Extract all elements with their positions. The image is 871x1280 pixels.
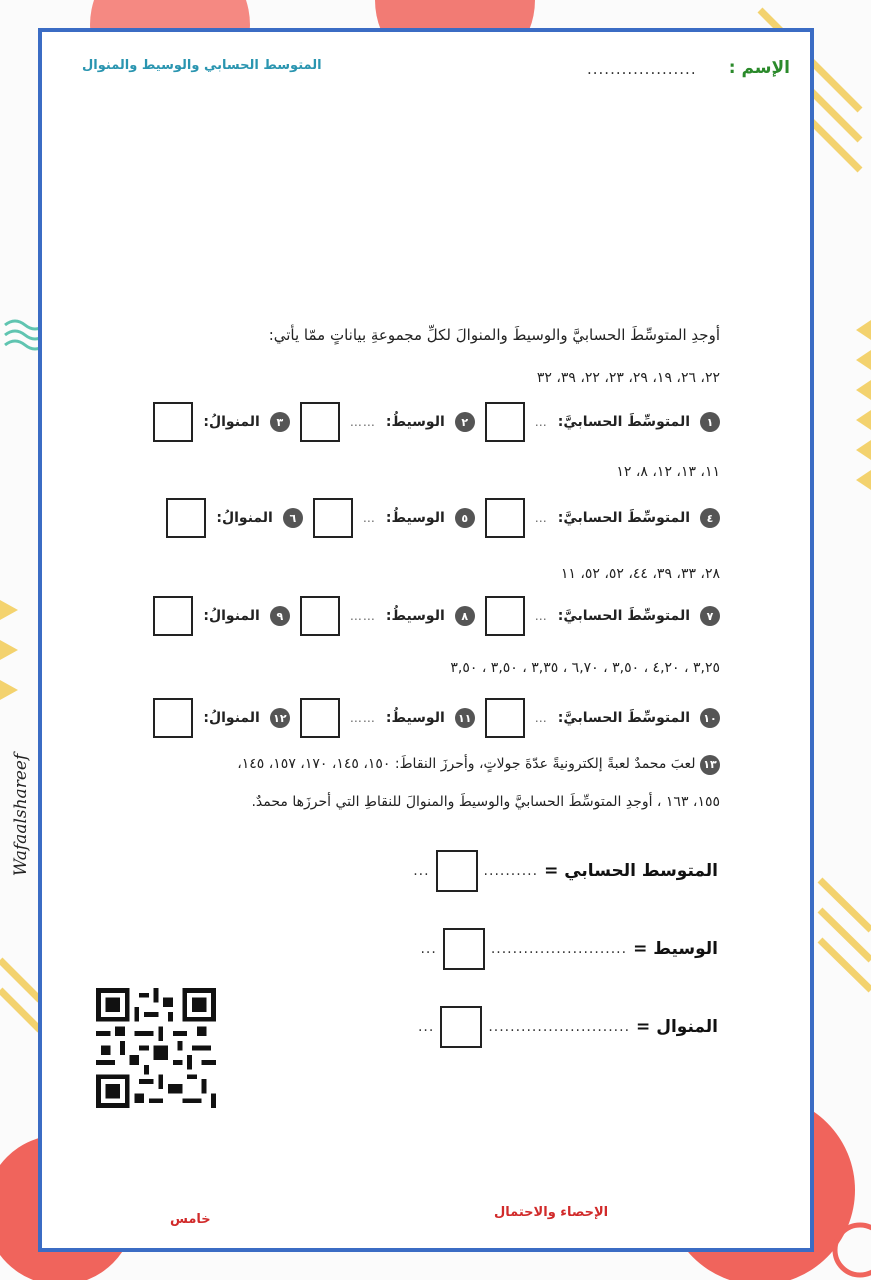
question-number: ٩ xyxy=(270,606,290,626)
answer-box[interactable] xyxy=(153,596,193,636)
answer-dots: …… xyxy=(349,711,376,725)
word-problem xyxy=(237,754,720,775)
answer-dots: … xyxy=(534,415,548,429)
worksheet-frame xyxy=(38,28,814,1252)
median-answer-row xyxy=(420,928,718,970)
answer-dots: … xyxy=(534,511,548,525)
question-number: ١ xyxy=(700,412,720,432)
answer-dots: ... xyxy=(420,941,437,957)
mean-label: المتوسِّطَ الحسابيَّ: xyxy=(557,414,690,430)
mean-label: المتوسِّطَ الحسابيَّ: xyxy=(557,510,690,526)
mean-label: المتوسِّطَ الحسابيَّ: xyxy=(557,710,690,726)
question-number: ١٣ xyxy=(700,755,720,775)
answer-dots: .......... xyxy=(483,863,539,879)
answer-dots: ... xyxy=(417,1019,435,1035)
question-number: ١١ xyxy=(455,708,475,728)
answer-box[interactable] xyxy=(485,498,525,538)
median-label: الوسيطُ: xyxy=(385,710,445,726)
dataset-2: ١١، ١٣، ١٢، ٨، ١٢ xyxy=(616,464,720,480)
mode-label: المنوالُ: xyxy=(203,710,260,726)
question-number: ١٢ xyxy=(270,708,290,728)
mode-label: المنوالُ: xyxy=(216,510,273,526)
answer-box[interactable] xyxy=(485,402,525,442)
answer-dots: … xyxy=(534,711,548,725)
median-label: الوسيطُ: xyxy=(385,608,445,624)
median-answer-label: الوسيط = xyxy=(633,939,718,959)
instruction-text: أوجدِ المتوسِّطَ الحسابيَّ والوسيطَ والمنوالَ لكلِّ مجموعةِ بياناتٍ ممّا يأتي: xyxy=(268,326,720,344)
footer-grade: خامس xyxy=(170,1212,211,1227)
answer-box[interactable] xyxy=(153,698,193,738)
worksheet-title: المتوسط الحسابي والوسيط والمنوال xyxy=(82,58,322,73)
qr-code-icon xyxy=(96,988,216,1108)
mode-label: المنوالُ: xyxy=(203,608,260,624)
question-number: ٨ xyxy=(455,606,475,626)
answer-box[interactable] xyxy=(485,596,525,636)
question-number: ٥ xyxy=(455,508,475,528)
word-problem-line-2: ١٥٥، ١٦٣ ، أوجدِ المتوسِّطَ الحسابيَّ والوسيطَ والمنوالَ للنقاطِ التي أحرزَها محمدٌ. xyxy=(251,794,720,810)
mode-answer-row xyxy=(418,1006,718,1048)
question-row-3 xyxy=(153,594,720,638)
question-number: ٦ xyxy=(283,508,303,528)
question-number: ٧ xyxy=(700,606,720,626)
answer-box[interactable] xyxy=(436,850,478,892)
answer-box[interactable] xyxy=(313,498,353,538)
question-row-1 xyxy=(153,400,720,444)
question-number: ٢ xyxy=(455,412,475,432)
dataset-4: ٣,٢٥ ، ٤,٢٠ ، ٣,٥٠ ، ٦,٧٠ ، ٣,٣٥ ، ٣,٥٠ ، ٣,٥٠ xyxy=(450,660,720,676)
answer-dots: … xyxy=(534,609,548,623)
author-signature: Wafaalshareef xyxy=(11,753,32,877)
qr-code[interactable] xyxy=(88,980,224,1116)
answer-box[interactable] xyxy=(485,698,525,738)
answer-box[interactable] xyxy=(166,498,206,538)
median-label: الوسيطُ: xyxy=(385,510,445,526)
question-number: ٤ xyxy=(700,508,720,528)
name-blank[interactable]: ................... xyxy=(587,60,697,78)
answer-box[interactable] xyxy=(300,698,340,738)
answer-box[interactable] xyxy=(300,402,340,442)
answer-dots: ......................... xyxy=(490,941,628,957)
dataset-3: ٢٨، ٣٣، ٣٩، ٤٤، ٥٢، ٥٢، ١١ xyxy=(560,566,720,582)
footer-subject: الإحصاء والاحتمال xyxy=(494,1205,609,1220)
mode-answer-label: المنوال = xyxy=(636,1017,718,1037)
answer-dots: …… xyxy=(349,415,376,429)
answer-box[interactable] xyxy=(153,402,193,442)
median-label: الوسيطُ: xyxy=(385,414,445,430)
question-number: ٣ xyxy=(270,412,290,432)
question-number: ١٠ xyxy=(700,708,720,728)
answer-dots: ... xyxy=(413,863,430,879)
name-label: الإسم : xyxy=(728,58,790,78)
mode-label: المنوالُ: xyxy=(203,414,260,430)
answer-box[interactable] xyxy=(300,596,340,636)
answer-dots: .......................... xyxy=(488,1019,631,1035)
question-row-4 xyxy=(153,696,720,740)
mean-answer-label: المتوسط الحسابي = xyxy=(544,861,718,881)
answer-dots: … xyxy=(362,511,376,525)
answer-box[interactable] xyxy=(440,1006,482,1048)
mean-answer-row xyxy=(413,850,718,892)
answer-dots: …… xyxy=(349,609,376,623)
question-row-2 xyxy=(166,496,720,540)
dataset-1: ٢٢، ٢٦، ١٩، ٢٩، ٢٣، ٢٢، ٣٩، ٣٢ xyxy=(536,370,720,386)
mean-label: المتوسِّطَ الحسابيَّ: xyxy=(557,608,690,624)
word-problem-line-1: لعبَ محمدٌ لعبةً إلكترونيةً عدّةَ جولاتٍ، وأحرزَ النقاطَ: ١٥٠، ١٤٥، ١٧٠، ١٥٧، ١٤٥، xyxy=(237,756,696,772)
answer-box[interactable] xyxy=(443,928,485,970)
